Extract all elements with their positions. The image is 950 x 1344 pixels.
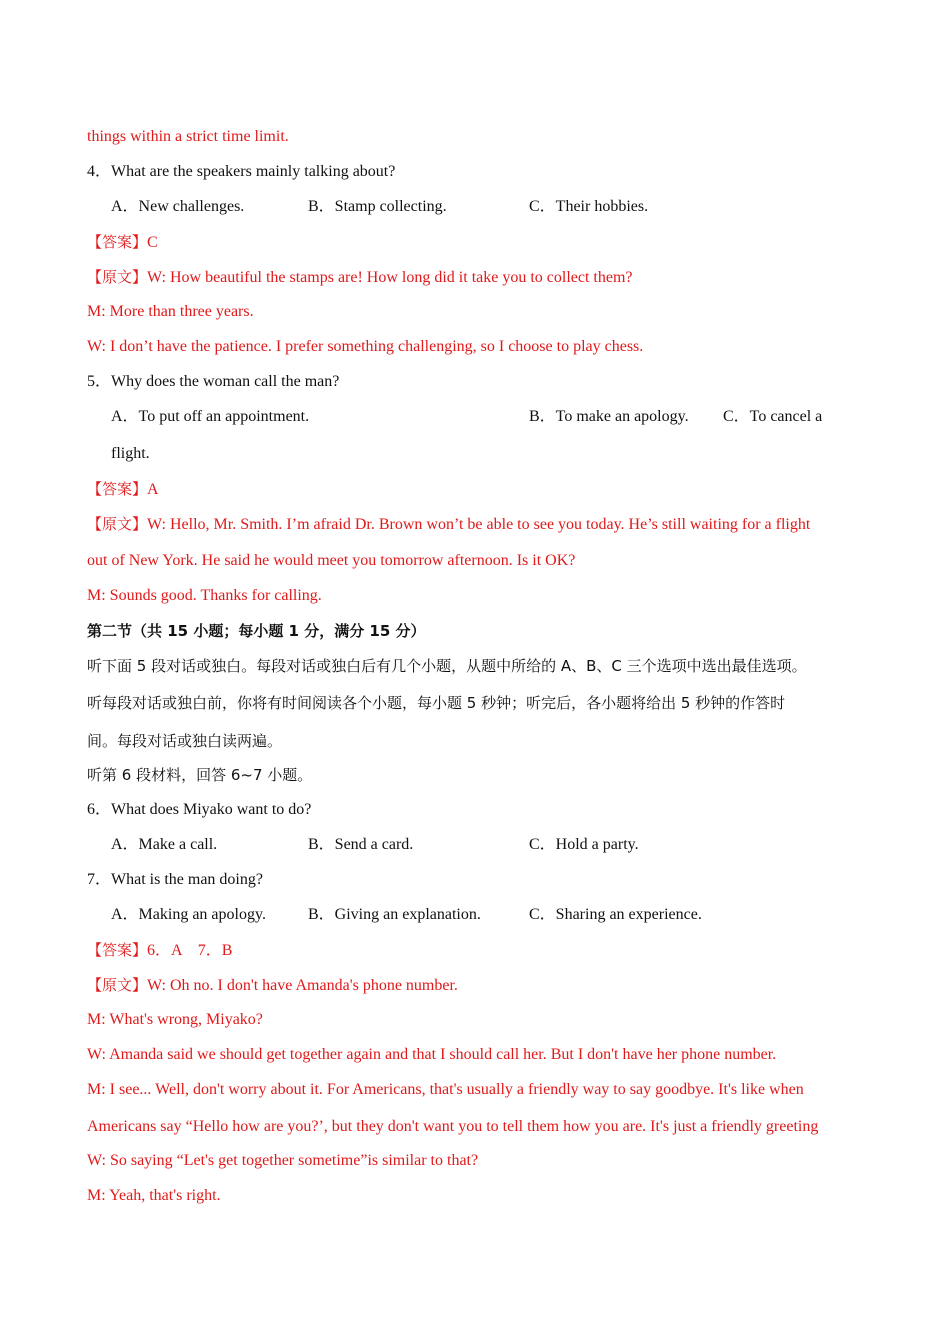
- q5-option-b: B．To make an apology.: [529, 408, 689, 425]
- instruction-line: 听每段对话或独白前，你将有时间阅读各个小题，每小题 5 秒钟；听完后，各小题将给出 5 秒钟的作答时: [87, 694, 786, 712]
- continuation-line: things within a strict time limit.: [87, 128, 289, 145]
- dialogue-line: M: Yeah, that's right.: [87, 1187, 221, 1204]
- original-label: 【原文】: [87, 976, 148, 994]
- dialogue-line: W: Amanda said we should get together again and that I should call her. But I don't have her phone number.: [87, 1046, 777, 1063]
- dialogue-line: M: I see... Well, don't worry about it. For Americans, that's usually a friendly way to say goodbye. It's like when: [87, 1081, 804, 1098]
- q6-option-b: B．Send a card.: [308, 836, 414, 853]
- question-7: 7．What is the man doing?: [87, 871, 263, 888]
- q4-option-c: C．Their hobbies.: [529, 198, 649, 215]
- original-text: W: Oh no. I don't have Amanda's phone number.: [147, 977, 458, 994]
- answer-label: 【答案】: [87, 233, 148, 251]
- q4-option-a: A．New challenges.: [111, 198, 245, 215]
- q7-option-a: A．Making an apology.: [111, 906, 266, 923]
- q4-option-b: B．Stamp collecting.: [308, 198, 447, 215]
- answer-4: [87, 232, 158, 253]
- q5-option-c-continued: flight.: [111, 445, 150, 462]
- instruction-line: 听第 6 段材料，回答 6~7 小题。: [87, 766, 313, 784]
- dialogue-line: W: I don’t have the patience. I prefer something challenging, so I choose to play chess.: [87, 338, 644, 355]
- q7-option-b: B．Giving an explanation.: [308, 906, 481, 923]
- original-text: W: Hello, Mr. Smith. I’m afraid Dr. Brown won’t be able to see you today. He’s still waiting for a flight: [147, 516, 811, 533]
- instruction-line: 听下面 5 段对话或独白。每段对话或独白后有几个小题，从题中所给的 A、B、C 三个选项中选出最佳选项。: [87, 657, 807, 675]
- dialogue-line: out of New York. He said he would meet you tomorrow afternoon. Is it OK?: [87, 552, 576, 569]
- answer-label: 【答案】: [87, 480, 148, 498]
- answer-5: [87, 479, 159, 500]
- original-label: 【原文】: [87, 515, 148, 533]
- dialogue-line: M: More than three years.: [87, 303, 254, 320]
- q5-option-c: C．To cancel a: [723, 408, 823, 425]
- question-4: 4．What are the speakers mainly talking about?: [87, 163, 396, 180]
- answer-label: 【答案】: [87, 941, 148, 959]
- q5-option-a: A．To put off an appointment.: [111, 408, 310, 425]
- answer-value: 6．A 7．B: [147, 942, 233, 959]
- original-text-4: [87, 267, 633, 288]
- answer-value: A: [147, 481, 159, 498]
- section-heading: 第二节（共 15 小题；每小题 1 分，满分 15 分）: [87, 622, 426, 640]
- dialogue-line: Americans say “Hello how are you?’, but they don't want you to tell them how you are. It's just a friendly greeting: [87, 1118, 819, 1135]
- question-5: 5．Why does the woman call the man?: [87, 373, 340, 390]
- answer-6-7: [87, 940, 232, 961]
- original-text: W: How beautiful the stamps are! How long did it take you to collect them?: [147, 269, 633, 286]
- original-label: 【原文】: [87, 268, 148, 286]
- original-text-5: [87, 514, 810, 535]
- q7-option-c: C．Sharing an experience.: [529, 906, 702, 923]
- dialogue-line: M: What's wrong, Miyako?: [87, 1011, 263, 1028]
- q6-option-a: A．Make a call.: [111, 836, 218, 853]
- q6-option-c: C．Hold a party.: [529, 836, 639, 853]
- dialogue-line: W: So saying “Let's get together sometime”is similar to that?: [87, 1152, 479, 1169]
- original-text-6-7: [87, 975, 458, 996]
- dialogue-line: M: Sounds good. Thanks for calling.: [87, 587, 322, 604]
- instruction-line: 间。每段对话或独白读两遍。: [87, 732, 283, 750]
- answer-value: C: [147, 234, 158, 251]
- question-6: 6．What does Miyako want to do?: [87, 801, 312, 818]
